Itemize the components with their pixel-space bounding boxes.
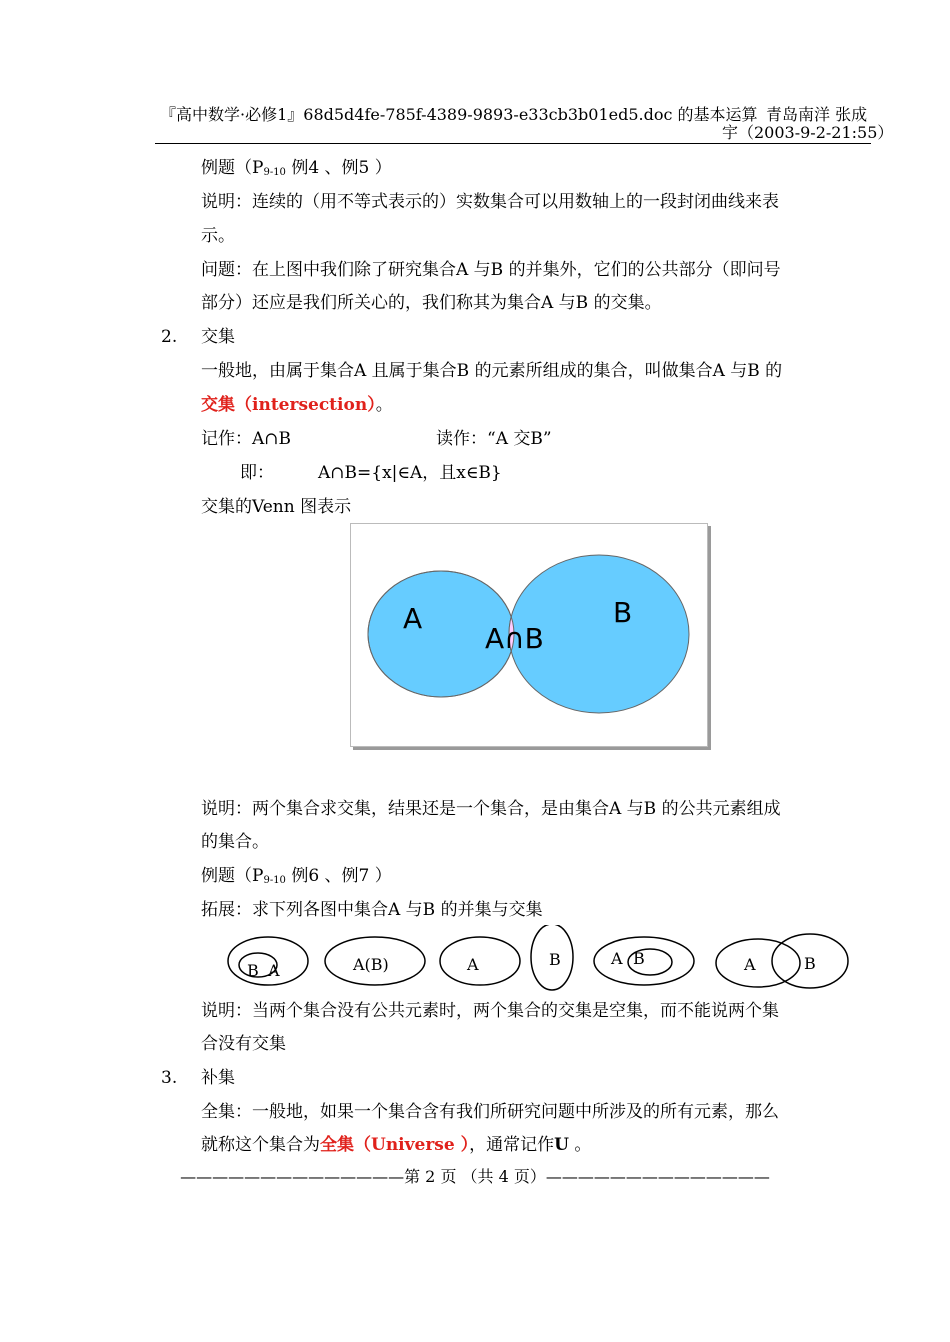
set-a-label: A xyxy=(403,602,423,635)
universe-symbol: U xyxy=(554,1135,569,1155)
note-1-line-1: 说明：连续的（用不等式表示的）实数集合可以用数轴上的一段封闭曲线来表 xyxy=(201,192,779,212)
set-b-label: B xyxy=(613,596,633,629)
page-footer: ——————————————第 2 页 （共 4 页）—————————————— xyxy=(180,1167,770,1186)
venn-diagram-4 xyxy=(594,937,694,985)
header-author: 青岛南洋 张成 xyxy=(766,105,868,124)
notation-label: 记作：A∩B xyxy=(201,429,292,449)
question-line-2: 部分）还应是我们所关心的，我们称其为集合A 与B 的交集。 xyxy=(201,293,662,313)
read-label: 读作：“A 交B” xyxy=(436,429,552,449)
small-venn-row xyxy=(220,925,860,1001)
section-3-title: 补集 xyxy=(201,1068,235,1088)
ie-label: 即： xyxy=(240,463,274,483)
venn-diagram xyxy=(351,524,707,746)
header-rule xyxy=(155,143,871,144)
venn-diagram-2 xyxy=(325,937,425,985)
set-builder-formula: A∩B={x|∈A，且x∈B} xyxy=(318,463,502,483)
venn-3-label-a: A xyxy=(467,955,479,974)
venn-4-label-a: A xyxy=(611,949,623,968)
note-2-line-2: 的集合。 xyxy=(201,832,269,852)
venn-4-label-b: B xyxy=(633,949,645,968)
note-2-line-1: 说明：两个集合求交集，结果还是一个集合，是由集合A 与B 的公共元素组成 xyxy=(201,799,781,819)
universal-line-2: 就称这个集合为全集（Universe ），通常记作U 。 xyxy=(201,1135,592,1155)
intersection-label: A∩B xyxy=(485,622,544,655)
section-3-number: 3. xyxy=(161,1068,178,1088)
intersection-term: 交集（intersection） xyxy=(201,395,376,415)
venn-diagram-5 xyxy=(716,934,848,988)
venn-1-inner-label: A xyxy=(268,961,280,980)
universe-term: 全集（Universe ） xyxy=(320,1135,470,1155)
venn-5-label-a: A xyxy=(744,955,756,974)
note-3-line-1: 说明：当两个集合没有公共元素时，两个集合的交集是空集，而不能说两个集 xyxy=(201,1001,779,1021)
venn-caption: 交集的Venn 图表示 xyxy=(201,497,352,517)
venn-diagram-frame xyxy=(350,523,708,747)
venn-diagram-3 xyxy=(440,925,573,990)
section-2-number: 2. xyxy=(161,327,178,347)
venn-2-label: A(B) xyxy=(353,955,389,974)
definition-line-2: 交集（intersection）。 xyxy=(201,395,393,415)
note-1-line-2: 示。 xyxy=(201,226,235,246)
header-date: 宇（2003-9-2-21:55） xyxy=(722,123,894,142)
header-title: 『高中数学·必修1』68d5d4fe-785f-4389-9893-e33cb3b01ed5.doc 的基本运算 xyxy=(160,105,758,124)
venn-3-label-b: B xyxy=(549,950,561,969)
venn-1-outer-label: B xyxy=(247,961,259,980)
question-line-1: 问题：在上图中我们除了研究集合A 与B 的并集外，它们的公共部分（即问号 xyxy=(201,260,781,280)
example-ref-1: 例题（$P_{9-10}$ 例4 、例5 ） xyxy=(201,158,392,178)
section-2-title: 交集 xyxy=(201,327,235,347)
extension-prompt: 拓展：求下列各图中集合A 与B 的并集与交集 xyxy=(201,900,543,920)
venn-diagram-1 xyxy=(228,937,308,985)
venn-5-label-b: B xyxy=(804,954,816,973)
definition-line-1: 一般地，由属于集合A 且属于集合B 的元素所组成的集合，叫做集合A 与B 的 xyxy=(201,361,783,381)
note-3-line-2: 合没有交集 xyxy=(201,1034,286,1054)
example-ref-2: 例题（$P_{9-10}$ 例6 、例7 ） xyxy=(201,866,392,886)
universal-line-1: 全集：一般地，如果一个集合含有我们所研究问题中所涉及的所有元素，那么 xyxy=(201,1102,779,1122)
